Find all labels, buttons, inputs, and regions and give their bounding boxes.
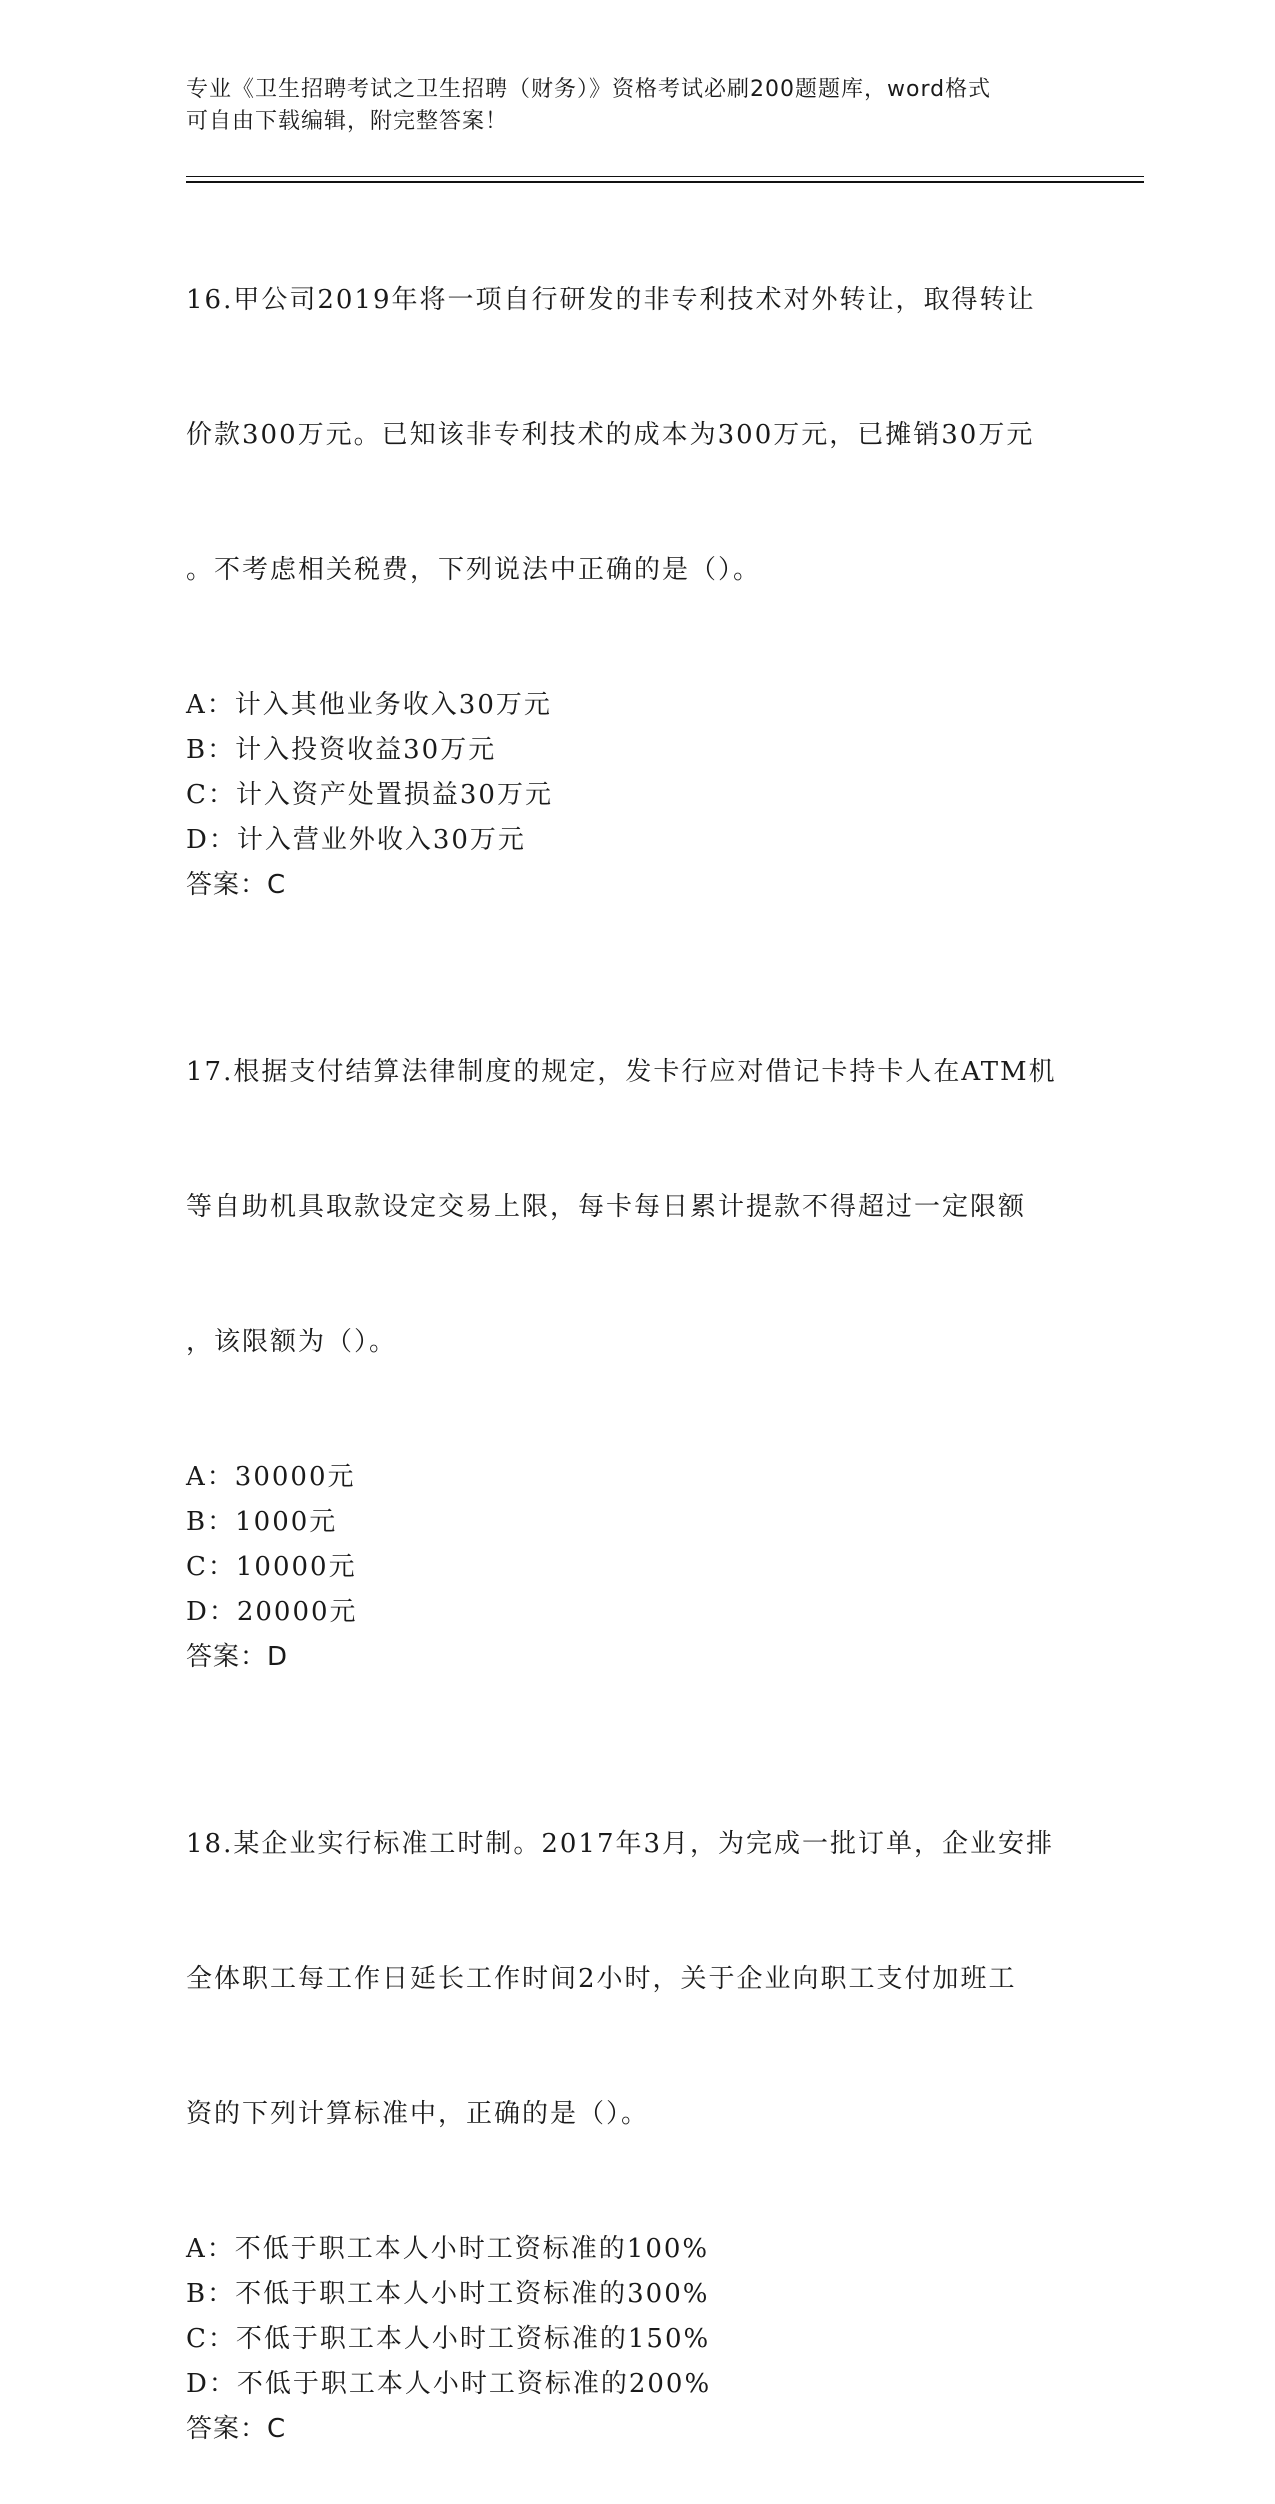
question-stem [186, 1732, 1086, 2227]
option-d: D：不低于职工本人小时工资标准的200% [186, 2369, 712, 2399]
question-stem [186, 188, 1086, 683]
answer-label: 答案：C [186, 2414, 287, 2444]
question-list [186, 188, 1086, 2504]
stem-line: 17.根据支付结算法律制度的规定，发卡行应对借记卡持卡人在ATM机 [186, 1057, 1057, 1087]
option-c: C：计入资产处置损益30万元 [186, 780, 553, 810]
question-16 [186, 188, 1086, 908]
stem-line: 全体职工每工作日延长工作时间2小时，关于企业向职工支付加班工 [186, 1964, 1017, 1994]
header-line-2: 可自由下载编辑，附完整答案！ [186, 109, 509, 134]
stem-line: 16.甲公司2019年将一项自行研发的非专利技术对外转让，取得转让 [186, 285, 1036, 315]
header-line-1: 专业《卫生招聘考试之卫生招聘（财务）》资格考试必刷200题题库，word格式 [186, 77, 992, 102]
stem-line: 。不考虑相关税费，下列说法中正确的是（）。 [186, 555, 762, 585]
option-a: A：计入其他业务收入30万元 [186, 690, 552, 720]
document-header [186, 74, 1066, 138]
question-18 [186, 1732, 1086, 2452]
option-d: D：计入营业外收入30万元 [186, 825, 526, 855]
question-stem [186, 960, 1086, 1455]
option-b: B：不低于职工本人小时工资标准的300% [186, 2279, 710, 2309]
option-c: C：10000元 [186, 1552, 357, 1582]
stem-line: 等自助机具取款设定交易上限，每卡每日累计提款不得超过一定限额 [186, 1192, 1027, 1222]
option-a: A：30000元 [186, 1462, 356, 1492]
option-a: A：不低于职工本人小时工资标准的100% [186, 2234, 710, 2264]
option-c: C：不低于职工本人小时工资标准的150% [186, 2324, 711, 2354]
header-divider-thick [186, 181, 1144, 183]
option-b: B：1000元 [186, 1507, 338, 1537]
option-b: B：计入投资收益30万元 [186, 735, 497, 765]
stem-line: 价款300万元。已知该非专利技术的成本为300万元，已摊销30万元 [186, 420, 1035, 450]
stem-line: 资的下列计算标准中，正确的是（）。 [186, 2099, 650, 2129]
option-d: D：20000元 [186, 1597, 358, 1627]
question-17 [186, 960, 1086, 1680]
stem-line: 18.某企业实行标准工时制。2017年3月，为完成一批订单，企业安排 [186, 1829, 1055, 1859]
header-divider-thin [186, 176, 1144, 177]
answer-label: 答案：D [186, 1642, 289, 1672]
answer-label: 答案：C [186, 870, 287, 900]
stem-line: ，该限额为（）。 [186, 1327, 398, 1357]
